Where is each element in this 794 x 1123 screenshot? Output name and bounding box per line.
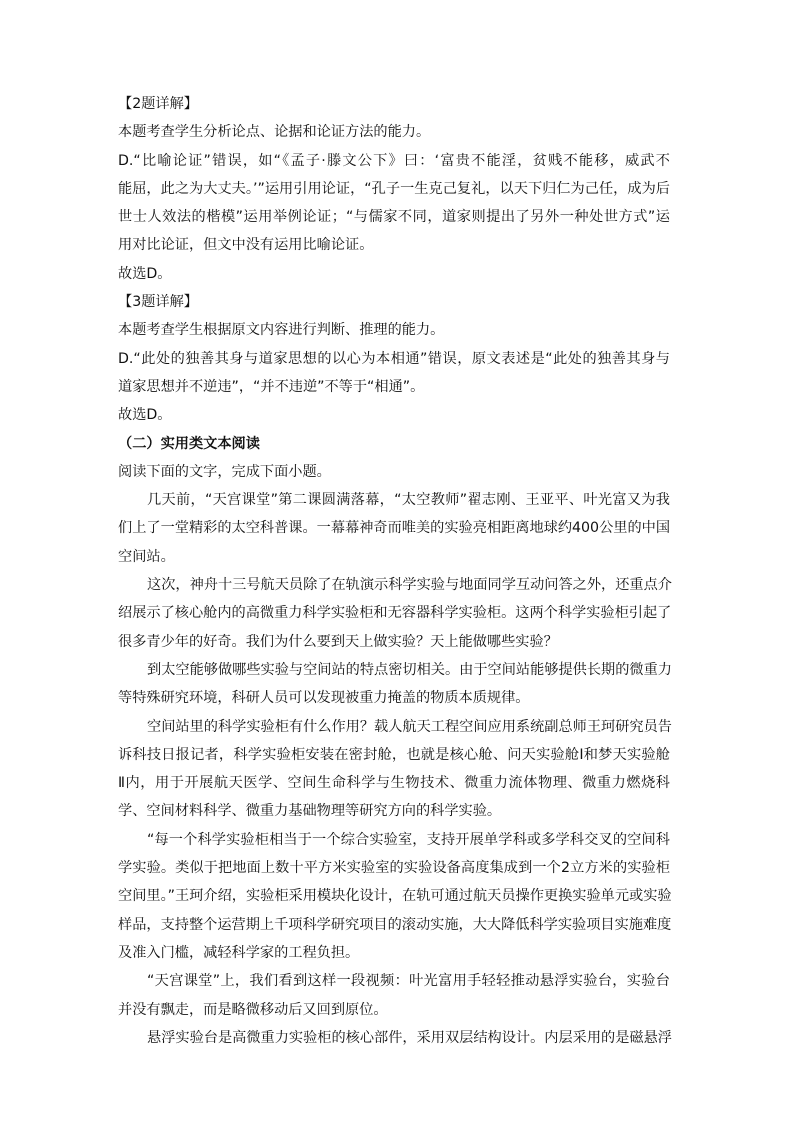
text-line: Ⅱ内，用于开展航天医学、空间生命科学与生物技术、微重力流体物理、微重力燃烧科 — [118, 775, 670, 792]
paragraph-q2-heading — [118, 90, 670, 118]
text-line: 样品，支持整个运营期上千项科学研究项目的滚动实施，大大降低科学实验项目实施难度 — [118, 916, 672, 933]
paragraph-p5 — [118, 826, 670, 967]
document-page — [118, 90, 670, 1052]
paragraph-p7 — [118, 1024, 670, 1052]
text-line: 故选D。 — [118, 265, 172, 282]
text-line: 【3题详解】 — [118, 294, 198, 311]
text-line: 绍展示了核心舱内的高微重力科学实验柜和无容器科学实验柜。这两个科学实验柜引起了 — [118, 605, 672, 622]
text-line: 很多青少年的好奇。我们为什么要到天上做实验？天上能做哪些实验？ — [118, 633, 558, 650]
paragraph-p2 — [118, 571, 670, 656]
paragraph-p1 — [118, 486, 670, 571]
text-line: 们上了一堂精彩的太空科普课。一幕幕神奇而唯美的实验亮相距离地球约400公里的中国 — [118, 520, 671, 537]
text-line: 空间里。”王珂介绍，实验柜采用模块化设计，在轨可通过航天员操作更换实验单元或实验 — [118, 888, 672, 905]
paragraph-q2-answer — [118, 260, 670, 288]
paragraph-p6 — [118, 967, 670, 1024]
text-line: 到太空能够做哪些实验与空间站的特点密切相关。由于空间站能够提供长期的微重力 — [147, 661, 672, 678]
paragraph-p4 — [118, 713, 670, 826]
text-line: 学、空间材料科学、微重力基础物理等研究方向的科学实验。 — [118, 803, 502, 820]
text-line: 道家思想并不逆违”，“并不违逆”不等于“相通”。 — [118, 378, 425, 395]
text-line: 用对比论证，但文中没有运用比喻论证。 — [118, 237, 374, 254]
paragraph-q3-answer — [118, 401, 670, 429]
paragraph-q3-analysis — [118, 345, 670, 402]
text-line: 【2题详解】 — [118, 96, 198, 112]
paragraph-q3-heading — [118, 288, 670, 316]
paragraph-p3 — [118, 656, 670, 713]
text-line: 能屈，此之为大丈夫。’”运用引用论证，“孔子一生克己复礼，以天下归仁为己任，成为后 — [118, 180, 670, 197]
text-line: “每一个科学实验柜相当于一个综合实验室，支持开展单学科或多学科交叉的空间科 — [147, 831, 670, 848]
text-line: D.“比喻论证”错误，如“《孟子·滕文公下》曰：‘富贵不能淫，贫贱不能移，威武不 — [118, 152, 670, 169]
text-line: 等特殊研究环境，科研人员可以发现被重力掩盖的物质本质规律。 — [118, 690, 530, 707]
text-line: （二）实用类文本阅读 — [118, 435, 260, 452]
paragraph-section-title — [118, 430, 670, 458]
paragraph-q2-intro — [118, 118, 670, 146]
text-line: 空间站。 — [118, 548, 175, 565]
text-line: 本题考查学生分析论点、论据和论证方法的能力。 — [118, 124, 431, 141]
text-line: 悬浮实验台是高微重力实验柜的核心部件，采用双层结构设计。内层采用的是磁悬浮 — [147, 1029, 672, 1046]
text-line: 及准入门槛，减轻科学家的工程负担。 — [118, 944, 360, 961]
text-line: 阅读下面的文字，完成下面小题。 — [118, 463, 331, 480]
text-line: 学实验。类似于把地面上数十平方米实验室的实验设备高度集成到一个2立方米的实验柜 — [118, 860, 670, 877]
text-line: “天宫课堂”上，我们看到这样一段视频：叶光富用手轻轻推动悬浮实验台，实验台 — [147, 973, 670, 990]
text-line: 故选D。 — [118, 407, 172, 424]
text-line: 诉科技日报记者，科学实验柜安装在密封舱，也就是核心舱、问天实验舱Ⅰ和梦天实验舱 — [118, 746, 670, 763]
text-line: D.“此处的独善其身与道家思想的以心为本相通”错误，原文表述是“此处的独善其身与 — [118, 350, 670, 367]
text-line: 并没有飘走，而是略微移动后又回到原位。 — [118, 1001, 388, 1018]
paragraph-instruction — [118, 458, 670, 486]
text-line: 本题考查学生根据原文内容进行判断、推理的能力。 — [118, 322, 445, 339]
text-line: 空间站里的科学实验柜有什么作用？载人航天工程空间应用系统副总师王珂研究员告 — [147, 718, 672, 735]
text-line: 世士人效法的楷模”运用举例论证；“与儒家不同，道家则提出了另外一种处世方式”运 — [118, 209, 670, 226]
text-line: 几天前，“天宫课堂”第二课圆满落幕，“太空教师”翟志刚、王亚平、叶光富又为我 — [147, 492, 670, 509]
paragraph-q2-analysis — [118, 147, 670, 260]
paragraph-q3-intro — [118, 316, 670, 344]
text-line: 这次，神舟十三号航天员除了在轨演示科学实验与地面同学互动问答之外，还重点介 — [147, 577, 672, 594]
